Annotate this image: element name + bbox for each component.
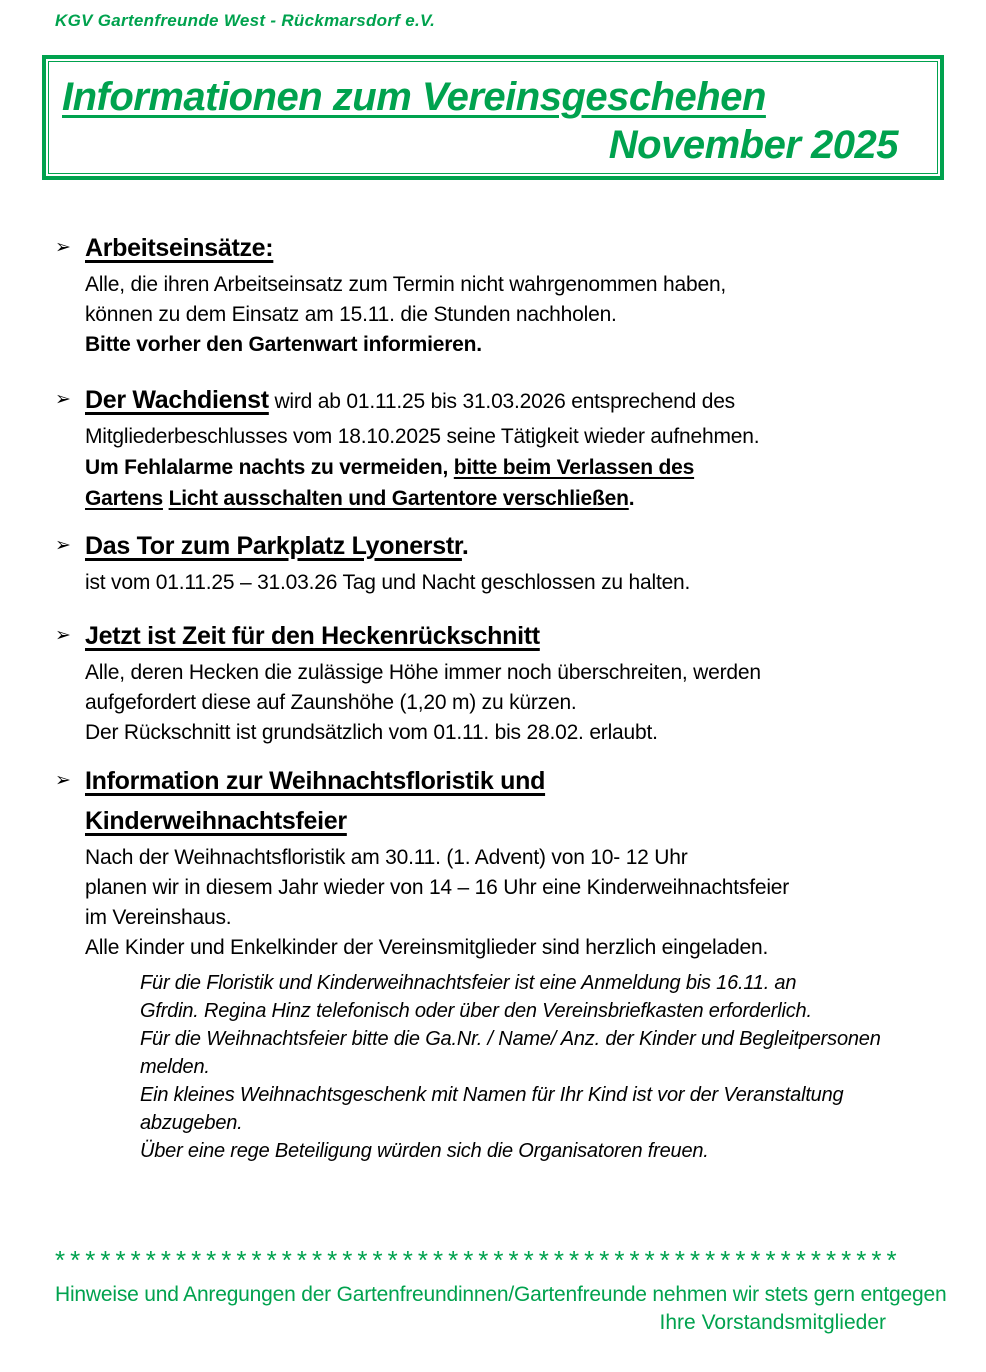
section-content (85, 382, 931, 514)
banner-title: Informationen zum Vereinsgeschehen (62, 75, 766, 119)
text-line: aufgefordert diese auf Zaunshöhe (1,20 m) zu kürzen. (85, 691, 577, 714)
stars-divider: ******************************************************** (55, 1245, 902, 1275)
section-heading: Der Wachdienst (85, 386, 269, 414)
note-line: Für die Weihnachtsfeier bitte die Ga.Nr. / Name/ Anz. der Kinder und Begleitpersonen (140, 1028, 881, 1050)
org-name: KGV Gartenfreunde West - Rückmarsdorf e.V. (55, 11, 436, 30)
footer-note: Hinweise und Anregungen der Gartenfreundinnen/Gartenfreunde nehmen wir stets gern entgegen (55, 1283, 947, 1306)
section-arbeitseinsaetze (55, 230, 931, 360)
text-line: Der Rückschnitt ist grundsätzlich vom 01.11. bis 28.02. erlaubt. (85, 721, 658, 744)
text-line: planen wir in diesem Jahr wieder von 14 – 16 Uhr eine Kinderweihnachtsfeier (85, 876, 790, 899)
text-line: Nach der Weihnachtsfloristik am 30.11. (1. Advent) von 10- 12 Uhr (85, 846, 688, 869)
section-content (85, 618, 931, 748)
note-line: Über eine rege Beteiligung würden sich die Organisatoren freuen. (140, 1140, 709, 1162)
section-wachdienst (55, 382, 931, 514)
registration-note (140, 969, 931, 1165)
section-heading: Jetzt ist Zeit für den Heckenrückschnitt (85, 622, 540, 650)
period-run: . (628, 487, 635, 510)
title-banner (42, 55, 944, 180)
arrow-bullet-icon: ➢ (55, 237, 71, 258)
section-heading-line (85, 803, 931, 843)
heading-period: . (461, 532, 469, 560)
section-heading: Kinderweihnachtsfeier (85, 807, 347, 835)
bold-underlined-run: bitte beim Verlassen des (453, 456, 695, 479)
bold-underlined-run: Gartens (85, 487, 163, 510)
footer-signature: Ihre Vorstandsmitglieder (659, 1311, 886, 1334)
bold-run: Um Fehlalarme nachts zu vermeiden, (85, 456, 454, 479)
section-heading-line (85, 230, 931, 270)
section-heading-line (85, 382, 931, 422)
arrow-bullet-icon: ➢ (55, 389, 71, 410)
text-line: Alle Kinder und Enkelkinder der Vereinsmitglieder sind herzlich eingeladen. (85, 936, 769, 959)
section-heading: Arbeitseinsätze: (85, 234, 274, 262)
section-parkplatz-tor (55, 528, 931, 598)
section-heading-line (85, 528, 931, 568)
section-content (85, 528, 931, 598)
bold-underlined-run: Licht ausschalten und Gartentore verschließen (168, 487, 629, 510)
section-heading: Information zur Weihnachtsfloristik und (85, 767, 546, 795)
banner-subtitle: November 2025 (608, 123, 898, 167)
text-line: können zu dem Einsatz am 15.11. die Stunden nachholen. (85, 303, 617, 326)
text-line: Alle, deren Hecken die zulässige Höhe immer noch überschreiten, werden (85, 661, 761, 684)
text-line: im Vereinshaus. (85, 906, 232, 929)
bold-note-line: Bitte vorher den Gartenwart informieren. (85, 333, 482, 356)
section-content (85, 763, 931, 963)
newsletter-body (0, 180, 986, 1165)
note-line: Gfrdin. Regina Hinz telefonisch oder über den Vereinsbriefkasten erforderlich. (140, 1000, 812, 1022)
arrow-bullet-icon: ➢ (55, 770, 71, 791)
note-line: abzugeben. (140, 1112, 243, 1134)
text-line: Alle, die ihren Arbeitseinsatz zum Termin nicht wahrgenommen haben, (85, 273, 727, 296)
section-heading: Das Tor zum Parkplatz Lyonerstr (85, 532, 462, 560)
heading-continuation: wird ab 01.11.25 bis 31.03.2026 entsprechend des (268, 390, 735, 413)
text-line: Mitgliederbeschlusses vom 18.10.2025 seine Tätigkeit wieder aufnehmen. (85, 425, 760, 448)
text-line: ist vom 01.11.25 – 31.03.26 Tag und Nacht geschlossen zu halten. (85, 571, 691, 594)
text-line (85, 483, 931, 514)
text-line (85, 452, 931, 483)
section-heading-line (85, 618, 931, 658)
section-content (85, 230, 931, 360)
note-line: Ein kleines Weihnachtsgeschenk mit Namen für Ihr Kind ist vor der Veranstaltung (140, 1084, 844, 1106)
arrow-bullet-icon: ➢ (55, 625, 71, 646)
section-heckenrueckschnitt (55, 618, 931, 748)
note-line: melden. (140, 1056, 210, 1078)
section-weihnachtsfloristik (55, 763, 931, 963)
note-line: Für die Floristik und Kinderweihnachtsfeier ist eine Anmeldung bis 16.11. an (140, 972, 797, 994)
arrow-bullet-icon: ➢ (55, 535, 71, 556)
section-heading-line (85, 763, 931, 803)
